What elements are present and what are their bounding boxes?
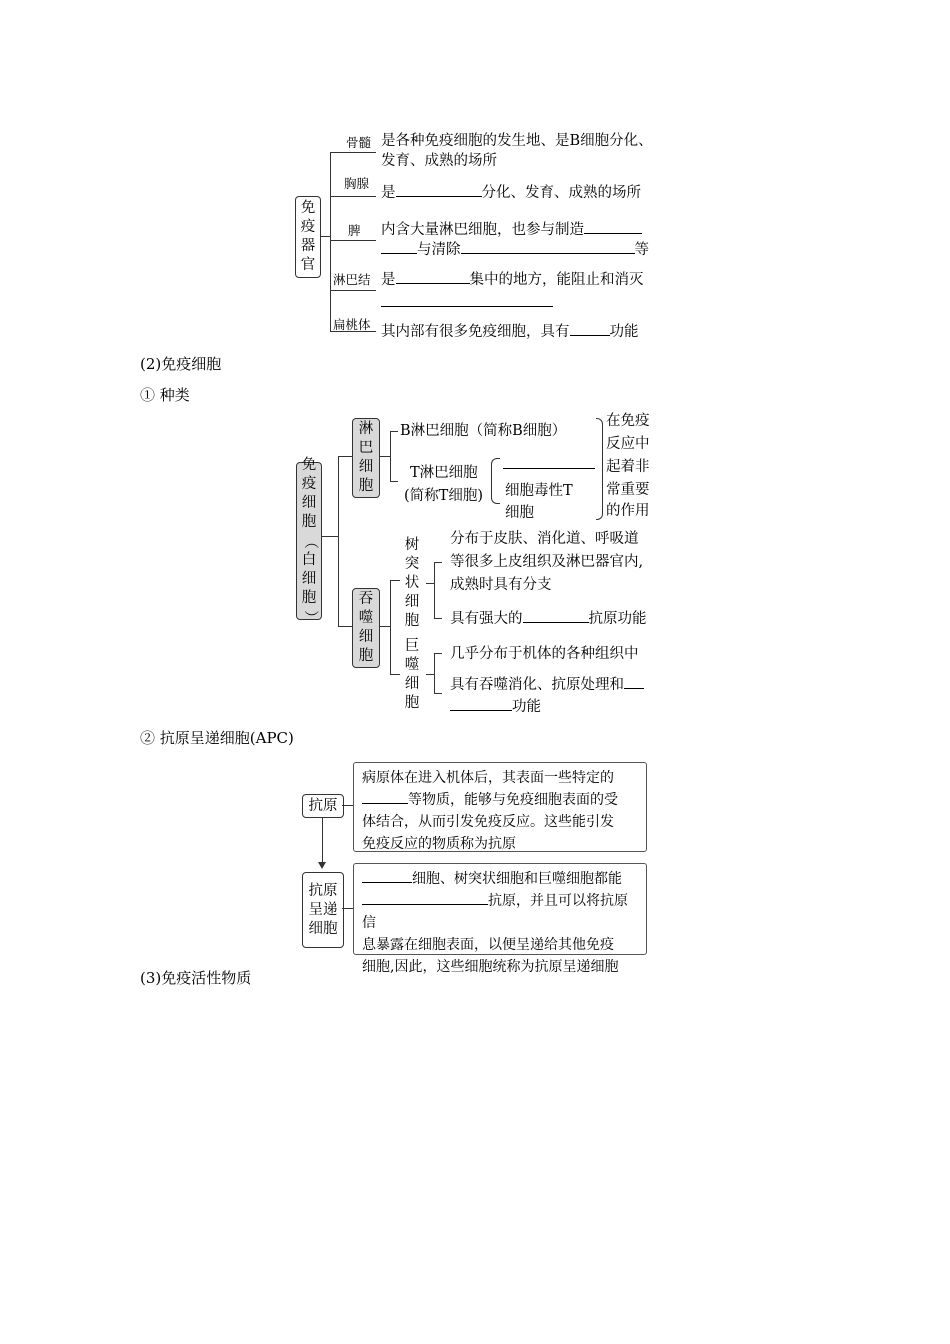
b-cell-label: B淋巴细胞（简称B细胞）	[400, 423, 567, 439]
dendritic-desc: 分布于皮肤、消化道、呼吸道	[450, 531, 639, 547]
connector	[322, 536, 338, 537]
connector	[320, 236, 330, 237]
fill-blank	[362, 890, 488, 905]
fill-blank	[381, 306, 553, 307]
connector	[330, 196, 376, 197]
cell-root-char: 细	[301, 570, 317, 587]
connector	[390, 481, 398, 482]
organ-desc	[381, 269, 644, 290]
connector	[380, 626, 390, 627]
macro-char: 胞	[404, 695, 420, 711]
t-cell-label: T淋巴细胞	[410, 465, 478, 481]
organ-desc	[381, 239, 649, 260]
apc-text-line	[362, 890, 638, 934]
organ-label-thymus: 胸腺	[344, 176, 370, 191]
phago-char: 噬	[358, 610, 374, 626]
fill-blank	[570, 321, 610, 336]
fill-blank	[362, 789, 408, 804]
arrow-down-icon	[318, 862, 326, 869]
organ-root-char: 疫	[300, 219, 316, 235]
connector	[390, 580, 400, 581]
connector	[338, 456, 339, 626]
organ-root-char: 器	[300, 238, 316, 254]
dend-char: 胞	[404, 612, 420, 629]
antigen-text-line: 体结合，从而引发免疫反应。这些能引发	[362, 814, 614, 830]
dend-func-pre: 具有强大的	[450, 611, 523, 627]
t-subtype: 细胞	[505, 505, 534, 521]
apc-text-box	[353, 863, 647, 975]
connector	[338, 456, 352, 457]
apc-text-line: 息暴露在细胞表面，以便呈递给其他免疫	[362, 937, 614, 953]
macro-char: 巨	[404, 638, 420, 654]
organ-desc	[381, 182, 641, 203]
organ-desc-pre: 内含大量淋巴细胞，也参与制造	[381, 222, 584, 238]
role-text: 反应中	[606, 436, 650, 452]
arrow-line	[322, 818, 323, 864]
section-heading: (3)免疫活性物质	[140, 969, 252, 987]
apc-label-box	[302, 872, 344, 948]
macro-char: 噬	[404, 657, 420, 673]
lymphocyte-box	[352, 418, 380, 498]
dendritic-desc: 成熟时具有分支	[450, 577, 552, 593]
dend-char: 树	[404, 536, 420, 553]
organ-desc-post: 分化、发育、成熟的场所	[481, 185, 641, 201]
connector	[342, 805, 353, 806]
fill-blank	[523, 608, 589, 623]
apc-label-line: 抗原	[308, 882, 338, 899]
connector	[330, 290, 376, 291]
dend-char: 突	[404, 555, 420, 572]
organ-label-bone-marrow: 骨髓	[346, 135, 372, 150]
organ-desc	[381, 219, 642, 240]
cell-root-box	[296, 456, 322, 625]
organ-label-tonsil: 扁桃体	[333, 317, 371, 332]
apc-text-line: 细胞,因此，这些细胞统称为抗原呈递细胞	[362, 959, 619, 975]
connector	[434, 562, 435, 618]
macro-desc-text: 具有吞噬消化、抗原处理和	[450, 677, 624, 693]
cell-root-char: 免	[301, 456, 317, 473]
dend-func-post: 抗原功能	[588, 611, 647, 627]
role-text: 的作用	[606, 503, 650, 519]
macro-desc: 几乎分布于机体的各种组织中	[450, 646, 639, 662]
phago-char: 胞	[358, 648, 374, 664]
dendritic-func	[450, 608, 647, 629]
antigen-label: 抗原	[308, 797, 338, 814]
cell-root-char: 胞	[301, 513, 317, 530]
organ-desc-mid: 与清除	[417, 242, 461, 258]
connector	[434, 618, 442, 619]
organ-desc: 发育、成熟的场所	[381, 153, 497, 169]
organ-desc-pre: 是	[381, 185, 396, 201]
macrophage-label	[402, 637, 422, 713]
connector	[426, 583, 434, 584]
dendritic-label	[402, 536, 422, 629]
phago-char: 吞	[358, 591, 374, 607]
connector	[434, 693, 442, 694]
antigen-label-box	[302, 794, 344, 818]
organ-desc-end: 等	[634, 242, 649, 258]
connector	[342, 908, 353, 909]
apc-text-line	[362, 868, 638, 890]
connector	[330, 152, 331, 332]
brace	[491, 458, 500, 504]
organ-desc-pre: 是	[381, 272, 396, 288]
connector	[426, 674, 434, 675]
bracket	[596, 418, 603, 520]
dendritic-desc: 等很多上皮组织及淋巴器官内,	[450, 554, 644, 570]
lymph-char: 胞	[358, 478, 374, 494]
dend-char: 状	[404, 574, 420, 591]
fill-blank	[624, 674, 644, 689]
t-cell-label: (简称T细胞)	[404, 488, 483, 504]
organ-desc-post: 集中的地方，能阻止和消灭	[469, 272, 644, 288]
antigen-text-line: 免疫反应的物质称为抗原	[362, 836, 516, 852]
fill-blank	[396, 269, 470, 284]
dend-char: 细	[404, 593, 420, 610]
apc-label-line: 细胞	[308, 920, 338, 937]
organ-desc: 是各种免疫细胞的发生地、是B细胞分化、	[381, 133, 653, 149]
connector	[434, 653, 442, 654]
macro-desc	[450, 696, 541, 717]
macro-desc	[450, 674, 644, 695]
connector	[380, 456, 390, 457]
role-text: 起着非	[606, 459, 650, 475]
organ-label-lymph-node: 淋巴结	[333, 272, 371, 287]
organ-root-box	[295, 196, 321, 278]
sub-heading: ② 抗原呈递细胞(APC)	[140, 729, 294, 747]
macro-char: 细	[404, 676, 420, 692]
organ-label-spleen: 脾	[348, 223, 361, 238]
role-text: 在免疫	[606, 413, 650, 429]
connector	[434, 562, 442, 563]
fill-blank	[450, 696, 512, 711]
phagocyte-box	[352, 588, 380, 668]
organ-root-char: 免	[300, 200, 316, 216]
cell-root-char: 疫	[301, 475, 317, 492]
antigen-text-box	[353, 762, 647, 852]
phago-char: 细	[358, 629, 374, 645]
connector	[390, 431, 398, 432]
antigen-text-line: 病原体在进入机体后，其表面一些特定的	[362, 770, 614, 786]
cell-root-char: 细	[301, 494, 317, 511]
apc-text-seg: 抗原，并且可以将抗原信	[362, 893, 628, 931]
section-heading: (2)免疫细胞	[140, 355, 222, 373]
apc-label-line: 呈递	[308, 901, 338, 918]
organ-root-char: 官	[300, 257, 316, 273]
sub-heading: ① 种类	[140, 386, 190, 404]
connector	[390, 431, 391, 481]
connector	[390, 580, 391, 674]
cell-root-char: 白	[301, 551, 317, 568]
cell-root-char: （	[301, 533, 318, 549]
fill-blank	[362, 868, 412, 883]
lymph-char: 淋	[358, 421, 374, 437]
apc-text-seg: 细胞、树突状细胞和巨噬细胞都能	[412, 871, 622, 887]
macro-desc-post: 功能	[512, 699, 541, 715]
lymph-char: 巴	[358, 440, 374, 456]
fill-blank	[381, 239, 417, 254]
connector	[338, 626, 352, 627]
organ-desc	[381, 321, 639, 342]
antigen-text-seg: 等物质，能够与免疫细胞表面的受	[408, 792, 618, 808]
fill-blank	[396, 182, 482, 197]
t-subtype: 细胞毒性T	[505, 483, 573, 499]
role-text: 常重要	[606, 482, 650, 498]
organ-desc-pre: 其内部有很多免疫细胞，具有	[381, 324, 570, 340]
connector	[390, 674, 400, 675]
fill-blank	[584, 219, 642, 234]
fill-blank	[461, 239, 635, 254]
organ-desc-post: 功能	[609, 324, 639, 340]
fill-blank	[503, 468, 595, 469]
cell-root-char: ）	[301, 609, 318, 625]
connector	[434, 653, 435, 693]
antigen-text-line	[362, 789, 638, 811]
cell-root-char: 胞	[301, 589, 317, 606]
lymph-char: 细	[358, 459, 374, 475]
